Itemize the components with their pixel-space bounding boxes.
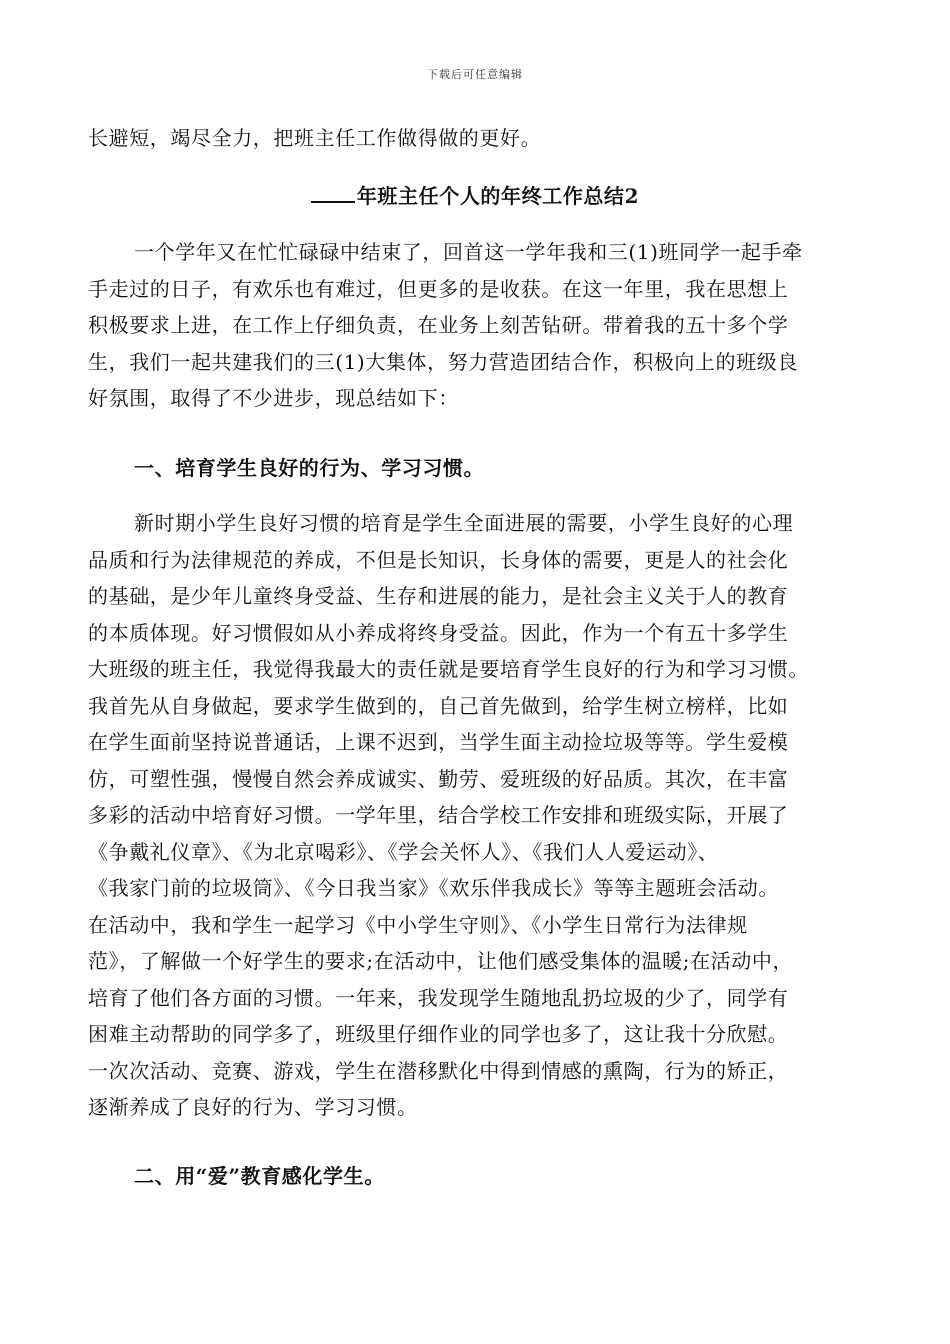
paragraph-line: 生，我们一起共建我们的三(1)大集体，努力营造团结合作，积极向上的班级良 bbox=[88, 349, 798, 374]
paragraph-line: 多彩的活动中培育好习惯。一学年里，结合学校工作安排和班级实际，开展了 bbox=[88, 803, 789, 827]
paragraph-line: 困难主动帮助的同学多了，班级里仔细作业的同学也多了，这让我十分欣慰。 bbox=[88, 1022, 789, 1046]
paragraph-line: 手走过的日子，有欢乐也有难过，但更多的是收获。在这一年里，我在思想上 bbox=[88, 276, 789, 301]
title-blank-underline bbox=[311, 183, 355, 203]
document-title bbox=[0, 180, 950, 209]
paragraph-line: 品质和行为法律规范的养成，不但是长知识，长身体的需要，更是人的社会化 bbox=[88, 547, 789, 572]
paragraph-line: 《我家门前的垃圾筒》、《今日我当家》《欢乐伴我成长》等等主题班会活动。 bbox=[88, 876, 779, 900]
paragraph-line: 的本质体现。好习惯假如从小养成将终身受益。因此，作为一个有五十多学生 bbox=[88, 620, 789, 645]
paragraph-line: 在学生面前坚持说普通话，上课不迟到，当学生面主动捡垃圾等等。学生爱模 bbox=[88, 730, 789, 754]
paragraph-line: 逐渐养成了良好的行为、学习习惯。 bbox=[88, 1095, 418, 1119]
paragraph-line: 我首先从自身做起，要求学生做到的，自己首先做到，给学生树立榜样，比如 bbox=[88, 693, 789, 718]
paragraph-line: 范》，了解做一个好学生的要求;在活动中，让他们感受集体的温暖;在活动中， bbox=[88, 949, 794, 973]
paragraph-line: 一次次活动、竞赛、游戏，学生在潜移默化中得到情感的熏陶，行为的矫正， bbox=[88, 1058, 789, 1083]
paragraph-line: 培育了他们各方面的习惯。一年来，我发现学生随地乱扔垃圾的少了，同学有 bbox=[88, 985, 789, 1010]
paragraph-2 bbox=[88, 505, 863, 1126]
intro-line-block bbox=[88, 120, 863, 157]
intro-line: 长避短，竭尽全力，把班主任工作做得做的更好。 bbox=[88, 126, 542, 150]
paragraph-line: 新时期小学生良好习惯的培育是学生全面进展的需要，小学生良好的心理 bbox=[134, 511, 794, 535]
section-2-heading: 二、用“爱”教育感化学生。 bbox=[134, 1164, 385, 1188]
paragraph-line: 仿，可塑性强，慢慢自然会养成诚实、勤劳、爱班级的好品质。其次，在丰富 bbox=[88, 766, 789, 791]
paragraph-line: 在活动中，我和学生一起学习《中小学生守则》、《小学生日常行为法律规 bbox=[88, 912, 748, 937]
paragraph-line: 积极要求上进，在工作上仔细负责，在业务上刻苦钻研。带着我的五十多个学 bbox=[88, 313, 789, 337]
header-note: 下载后可任意编辑 bbox=[427, 68, 523, 81]
paragraph-line: 一个学年又在忙忙碌碌中结束了，回首这一学年我和三(1)班同学一起手牵 bbox=[134, 240, 803, 264]
paragraph-line: 大班级的班主任，我觉得我最大的责任就是要培育学生良好的行为和学习习惯。 bbox=[88, 657, 809, 681]
paragraph-line: 《争戴礼仪章》、《为北京喝彩》、《学会关怀人》、《我们人人爱运动》、 bbox=[88, 839, 719, 864]
paragraph-line: 的基础，是少年儿童终身受益、生存和进展的能力，是社会主义关于人的教育 bbox=[88, 584, 789, 608]
title-text: 年班主任个人的年终工作总结2 bbox=[356, 184, 640, 208]
section-1-heading: 一、培育学生良好的行为、学习习惯。 bbox=[134, 456, 485, 480]
paragraph-line: 好氛围，取得了不少进步，现总结如下： bbox=[88, 386, 459, 410]
paragraph-1 bbox=[88, 234, 863, 417]
